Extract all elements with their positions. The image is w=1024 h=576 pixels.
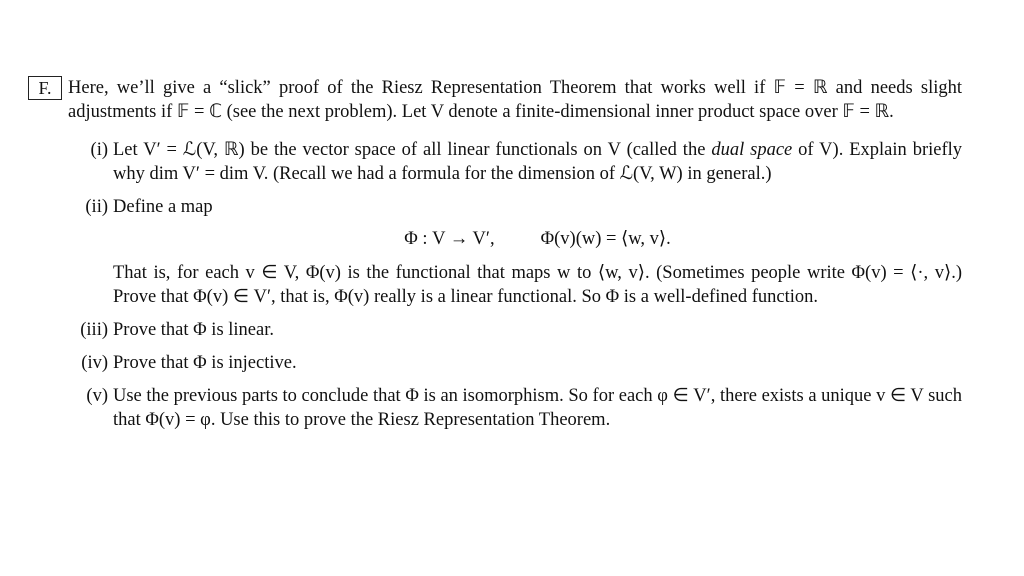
part-v — [68, 384, 962, 432]
intro-text: Here, we’ll give a “slick” proof of the Riesz Representation Theorem that works well if 𝔽 = ℝ and needs slight adjustments if 𝔽 = ℂ (see the next problem). Let V denote a finite-dimensional inner product space over 𝔽 = ℝ. — [68, 78, 962, 122]
part-number: (v) — [86, 386, 108, 406]
part-text: Prove that Φ is injective. — [113, 353, 297, 373]
part-number: (iv) — [81, 353, 108, 373]
part-ii — [68, 195, 962, 309]
part-body — [113, 351, 962, 375]
part-text: Use the previous parts to conclude that Φ is an isomorphism. So for each φ ∈ V′, there exists a unique v ∈ V such that Φ(v) = φ. Use this to prove the Riesz Representation Theorem. — [113, 386, 962, 430]
part-number: (ii) — [85, 197, 108, 217]
part-text-a: Let V′ = ℒ(V, ℝ) be the vector space of all linear functionals on V (called the — [113, 140, 712, 160]
part-body — [113, 195, 962, 309]
part-iv — [68, 351, 962, 375]
display-equation — [113, 227, 962, 251]
part-text-b: That is, for each v ∈ V, Φ(v) is the functional that maps w to ⟨w, v⟩. (Sometimes people write Φ(v) = ⟨·, v⟩.) Prove that Φ(v) ∈ V′, that is, Φ(v) really is a linear functional. So Φ is a well-defined function. — [113, 263, 962, 307]
part-text — [113, 138, 962, 186]
equation-map: Φ : V → V′, — [404, 229, 495, 249]
emphasis-dual-space: dual space — [711, 140, 793, 160]
part-body — [113, 318, 962, 342]
part-text-a: Define a map — [113, 197, 213, 217]
problem-f — [28, 76, 968, 441]
part-body — [113, 138, 962, 186]
part-text: Prove that Φ is linear. — [113, 320, 274, 340]
problem-parts — [68, 138, 962, 432]
problem-label: F. — [28, 76, 62, 100]
part-iii — [68, 318, 962, 342]
part-body — [113, 384, 962, 432]
problem-intro — [68, 76, 962, 124]
part-i — [68, 138, 962, 186]
equation-definition: Φ(v)(w) = ⟨w, v⟩. — [540, 229, 671, 249]
part-text-b: of V). Explain briefly why dim V′ = dim V. (Recall we had a formula for the dimension of ℒ(V, W) in general.) — [113, 140, 963, 184]
part-number: (iii) — [80, 320, 108, 340]
part-number: (i) — [90, 140, 108, 160]
